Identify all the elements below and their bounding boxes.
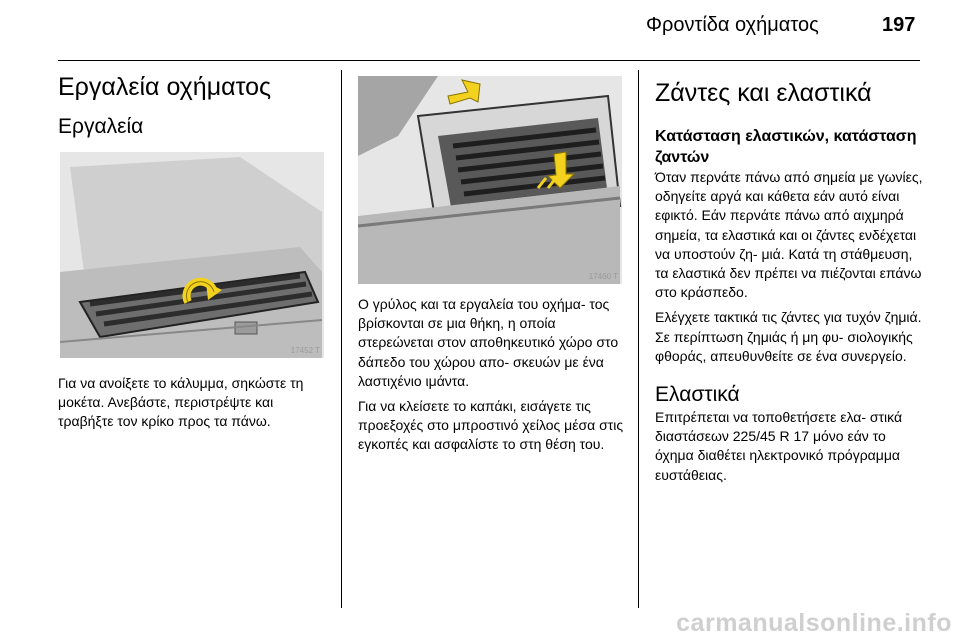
middle-paragraph-1: Ο γρύλος και τα εργαλεία του οχήμα- τος βρίσκονται σε μια θήκη, η οποία στερεώνεται στον αποθηκευτικό χώρο στο δάπεδο του χώρου απο- σκευών με ένα λαστιχένιο ιμάντα. [358, 296, 619, 389]
right-paragraph-1: Όταν περνάτε πάνω από σημεία με γωνίες, οδηγείτε αργά και κάθετα εάν αυτό είναι εφικτό. Εάν περνάτε πάνω από αιχμηρά σημεία, τα ελαστικά και οι ζάντες ενδέχεται να υποστούν ζη- μιά. Κατά τη στάθμευση, τα ελαστικά δεν πρέπει να πιέζονται επάνω στο κράσπεδο. [655, 169, 923, 301]
figure-code-17452: 17452 T [290, 346, 320, 355]
middle-paragraph-2: Για να κλείσετε το καπάκι, εισάγετε τις προεξοχές στο μπροστινό χείλος μέσα στις εγκοπές και ασφαλίστε το στη θέση του. [358, 398, 624, 453]
left-paragraph: Για να ανοίξετε το κάλυμμα, σηκώστε τη μοκέτα. Ανεβάστε, περιστρέψτε και τραβήξτε τον κρίκο προς τα πάνω. [58, 375, 304, 430]
header-title: Φροντίδα οχήματος [646, 14, 819, 36]
page-header [0, 0, 960, 62]
header-divider [58, 60, 920, 61]
middle-text [358, 295, 628, 455]
column-divider-2 [638, 70, 639, 608]
subheading-tools: Εργαλεία [58, 115, 144, 138]
section-heading-wheels-tyres: Ζάντες και ελαστικά [655, 79, 872, 107]
right-paragraph-2: Ελέγχετε τακτικά τις ζάντες για τυχόν ζημιά. Σε περίπτωση ζημιάς ή μη φυ- σιολογικής φθοράς, απευθυνθείτε σε ένα συνεργείο. [655, 309, 922, 364]
section-heading-vehicle-tools: Εργαλεία οχήματος [58, 73, 272, 101]
right-paragraph-3: Επιτρέπεται να τοποθετήσετε ελα- στικά διαστάσεων 225/45 R 17 μόνο εάν το όχημα διαθέτει ηλεκτρονικό πρόγραμμα ευστάθειας. [655, 409, 903, 483]
column-divider-1 [341, 70, 342, 608]
subheading-tyres: Ελαστικά [655, 383, 740, 407]
left-column [58, 72, 328, 140]
page-number: 197 [882, 14, 916, 36]
tools-cover-illustration [60, 152, 324, 358]
tool-case-illustration [358, 76, 622, 284]
left-text [58, 374, 328, 432]
watermark: carmanualsonline.info [676, 609, 952, 637]
figure-code-17460: 17460 T [588, 272, 618, 281]
right-column [655, 78, 927, 485]
subheading-tyre-condition: Κατάσταση ελαστικών, κατάσταση ζαντών [655, 128, 917, 166]
